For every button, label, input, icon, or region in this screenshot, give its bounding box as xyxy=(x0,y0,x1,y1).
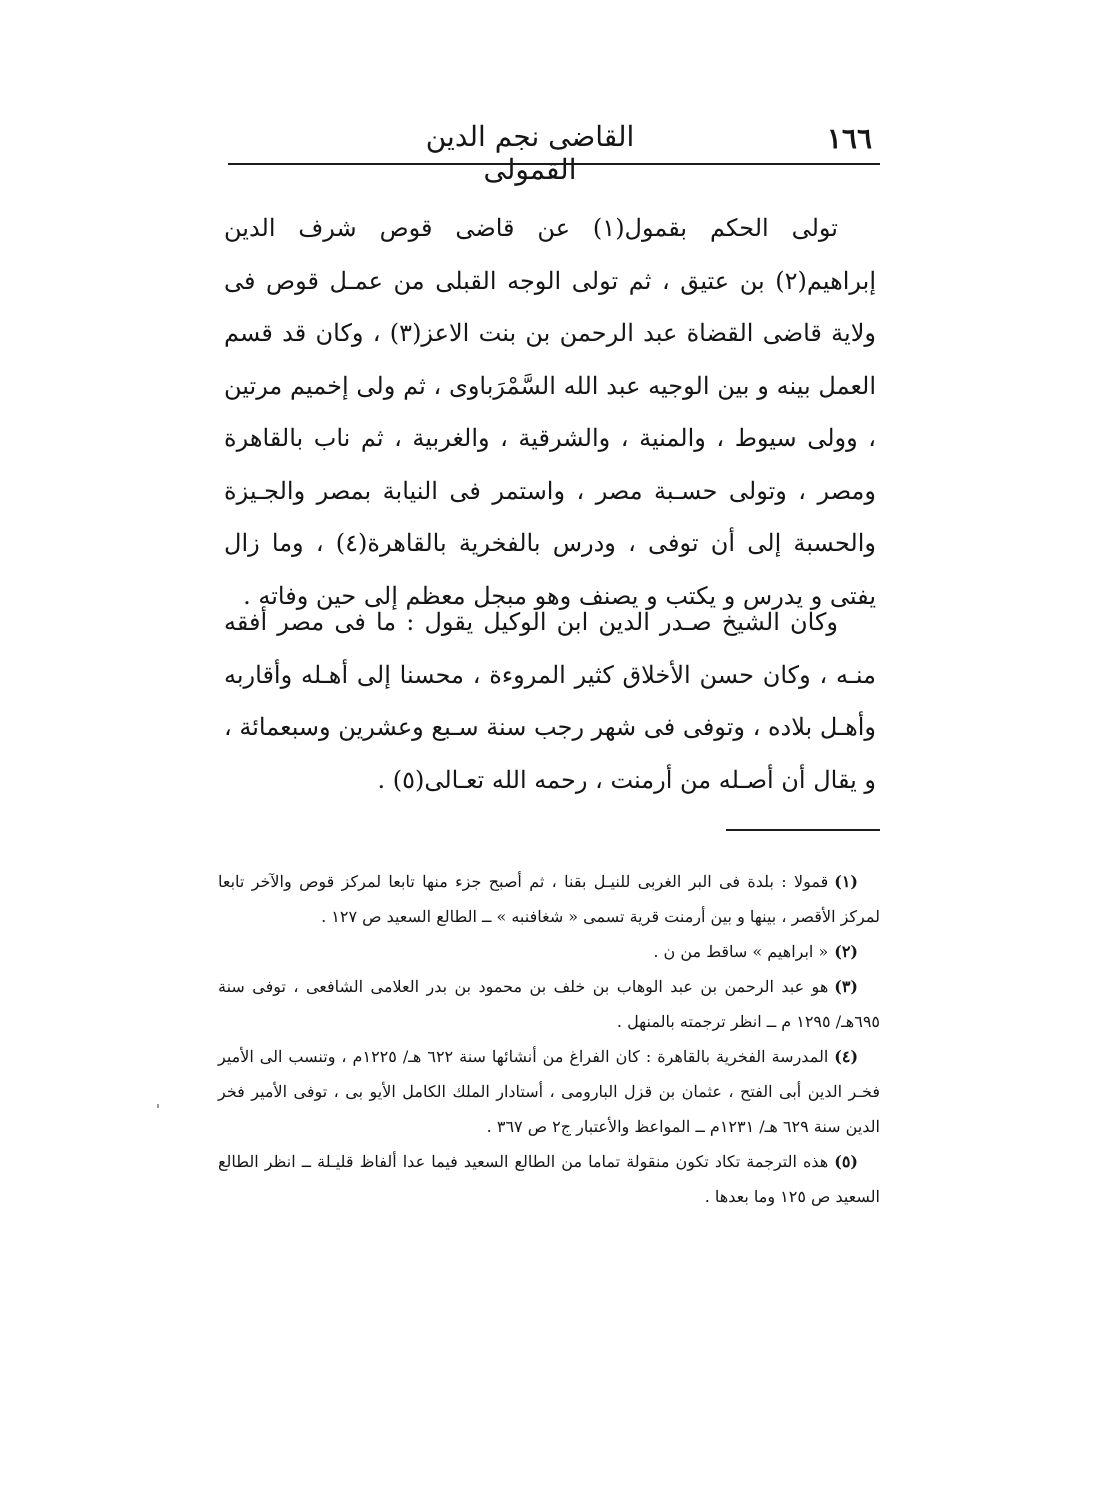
footnote-text: المدرسة الفخرية بالقاهرة : كان الفراغ من أنشائها سنة ٦٢٢ هـ/ ١٢٢٥م ، وتنسب الى الأمير فخـر الدين أبى الفتح ، عثمان بن قزل البارومى ، أستادار الملك الكامل الأيو بى ، توفى الأمير فخر الدين سنة ٦٢٩ هـ/ ١٢٣١م ــ المواعظ والأعتبار ج٢ ص ٣٦٧ . xyxy=(218,1047,880,1136)
footnote-number: (٢) xyxy=(834,942,858,961)
running-title: القاضى نجم الدين القمولى xyxy=(425,120,635,186)
footnote-number: (١) xyxy=(834,872,858,891)
footnote xyxy=(218,1144,880,1214)
header-rule xyxy=(228,163,880,165)
footnote-text: قمولا : بلدة فى البر الغربى للنيـل بقنا ، ثم أصبح جزء منها تابعا لمركز قوص والآخر تابعا لمركز الأقصر ، بينها و بين أرمنت قرية تسمى « شغافنبه » ــ الطالع السعيد ص ١٢٧ . xyxy=(218,872,880,926)
footnote-text: هو عبد الرحمن بن عبد الوهاب بن خلف بن محمود بن بدر العلامى الشافعى ، توفى سنة ٦٩٥هـ/ ١٢٩٥ م ــ انظر ترجمته بالمنهل . xyxy=(218,977,880,1031)
footnote-number: (٣) xyxy=(834,977,858,996)
main-text xyxy=(224,202,876,622)
footnote-text: « ابراهيم » ساقط من ن . xyxy=(653,942,829,961)
footnote xyxy=(218,934,880,969)
scan-speck xyxy=(157,1104,159,1108)
footnotes xyxy=(218,864,880,1214)
footnote-text: هذه الترجمة تكاد تكون منقولة تماما من الطالع السعيد فيما عدا ألفاظ قليـلة ــ انظر الطالع السعيد ص ١٢٥ وما بعدها . xyxy=(218,1152,880,1206)
page-header xyxy=(228,112,880,186)
footnote-number: (٥) xyxy=(834,1152,858,1171)
paragraph: تولى الحكم بقمول(١) عن قاضى قوص شرف الدين إبراهيم(٢) بن عتيق ، ثم تولى الوجه القبلى من عمـل قوص فى ولاية قاضى القضاة عبد الرحمن بن بنت الاعز(٣) ، وكان قد قسم العمل بينه و بين الوجيه عبد الله السَّمْرَباوى ، ثم ولى إخميم مرتين ، وولى سيوط ، والمنية ، والشرقية ، والغربية ، ثم ناب بالقاهرة ومصر ، وتولى حسـبة مصر ، واستمر فى النيابة بمصر والجـيزة والحسبة إلى أن توفى ، ودرس بالفخرية بالقاهرة(٤) ، وما زال يفتى و يدرس و يكتب و يصنف وهو مبجل معظم إلى حين وفاته . xyxy=(224,214,877,610)
paragraph: وكان الشيخ صـدر الدين ابن الوكيل يقول : ما فى مصر أفقه منـه ، وكان حسن الأخلاق كثير المروءة ، محسنا إلى أهـله وأقاربه وأهـل بلاده ، وتوفى فى شهر رجب سنة سـبع وعشرين وسبعمائة ، و يقال أن أصـله من أرمنت ، رحمه الله تعـالى(٥) . xyxy=(224,608,876,794)
footnote-separator xyxy=(726,829,880,831)
footnote xyxy=(218,864,880,934)
main-text xyxy=(224,596,876,806)
footnote-number: (٤) xyxy=(834,1047,859,1066)
page-number: ١٦٦ xyxy=(826,122,872,155)
footnote xyxy=(218,1039,880,1144)
footnote xyxy=(218,969,880,1039)
